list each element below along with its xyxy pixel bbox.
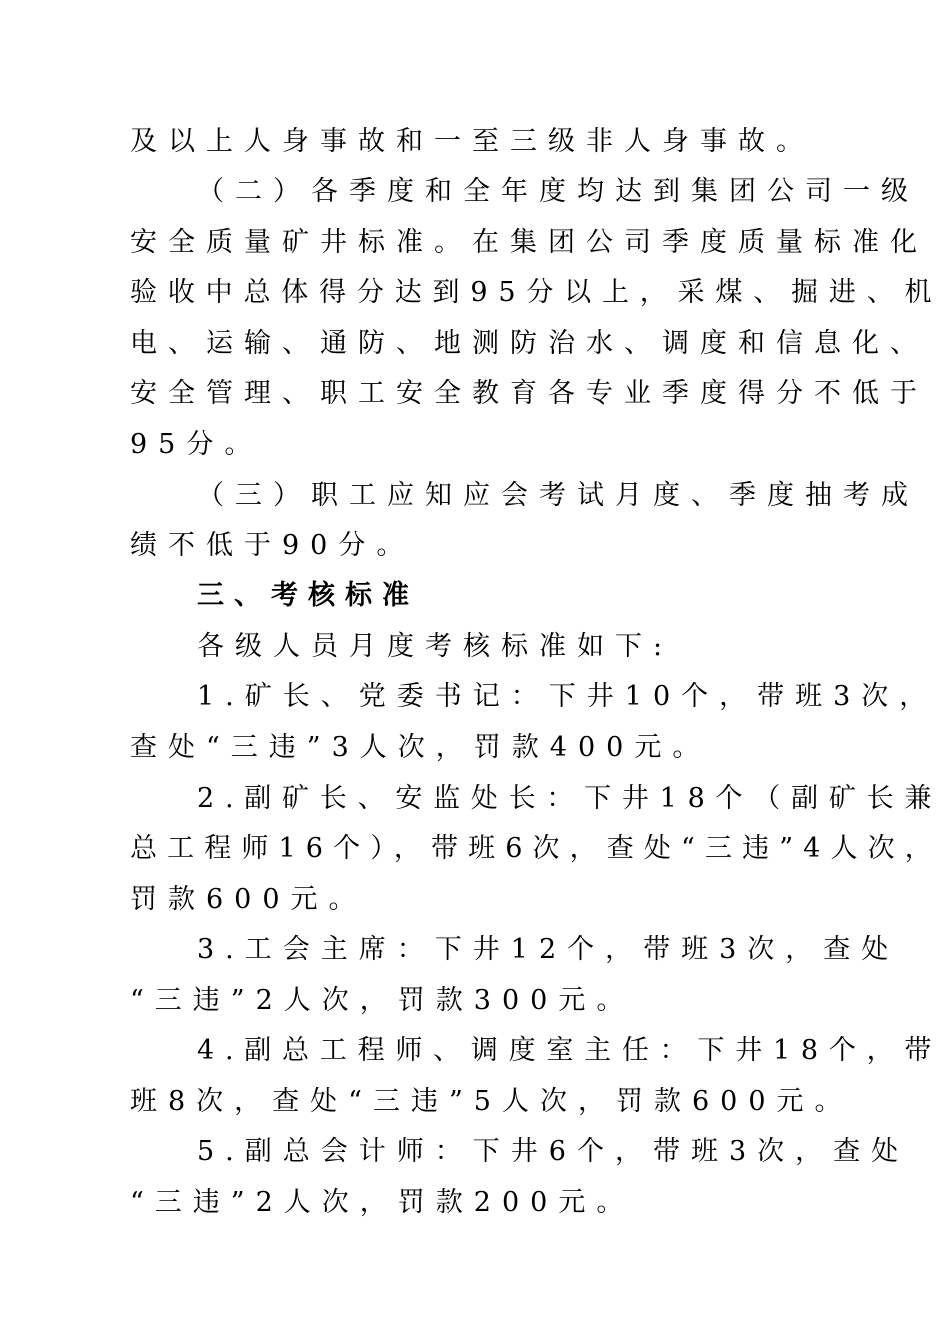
paragraph-line: 绩不低于90分。 bbox=[130, 530, 415, 561]
paragraph-line: （三）职工应知应会考试月度、季度抽考成 bbox=[197, 480, 919, 511]
paragraph-line: 电、运输、通防、地测防治水、调度和信息化、 bbox=[130, 328, 928, 359]
paragraph-line: 各级人员月度考核标准如下: bbox=[197, 631, 674, 662]
list-item-line: 查处“三违”3人次，罚款400元。 bbox=[130, 732, 711, 763]
paragraph-line: 及以上人身事故和一至三级非人身事故。 bbox=[130, 126, 814, 157]
paragraph-line: 验收中总体得分达到95分以上，采煤、掘进、机 bbox=[130, 277, 943, 308]
section-heading: 三、考核标准 bbox=[197, 580, 419, 611]
list-item-line: 总工程师16个），带班6次，查处“三违”4人次， bbox=[130, 833, 942, 864]
paragraph-line: 95分。 bbox=[130, 429, 263, 460]
list-item-line: “三违”2人次，罚款200元。 bbox=[130, 1187, 635, 1218]
list-item-line: 5.副总会计师：下井6个，带班3次，查处 bbox=[197, 1136, 910, 1167]
list-item-line: 2.副矿长、安监处长：下井18个（副矿长兼 bbox=[197, 783, 943, 814]
list-item-line: 4.副总工程师、调度室主任：下井18个，带 bbox=[197, 1035, 943, 1066]
list-item-line: 罚款600元。 bbox=[130, 884, 367, 915]
list-item-line: 1.矿长、党委书记：下井10个，带班3次， bbox=[197, 681, 938, 712]
paragraph-line: 安全管理、职工安全教育各专业季度得分不低于 bbox=[130, 378, 928, 409]
list-item-line: 班8次，查处“三违”5人次，罚款600元。 bbox=[130, 1086, 853, 1117]
paragraph-line: （二）各季度和全年度均达到集团公司一级 bbox=[197, 176, 919, 207]
paragraph-line: 安全质量矿井标准。在集团公司季度质量标准化 bbox=[130, 227, 928, 258]
list-item-line: “三违”2人次，罚款300元。 bbox=[130, 985, 635, 1016]
list-item-line: 3.工会主席：下井12个，带班3次，查处 bbox=[197, 934, 900, 965]
